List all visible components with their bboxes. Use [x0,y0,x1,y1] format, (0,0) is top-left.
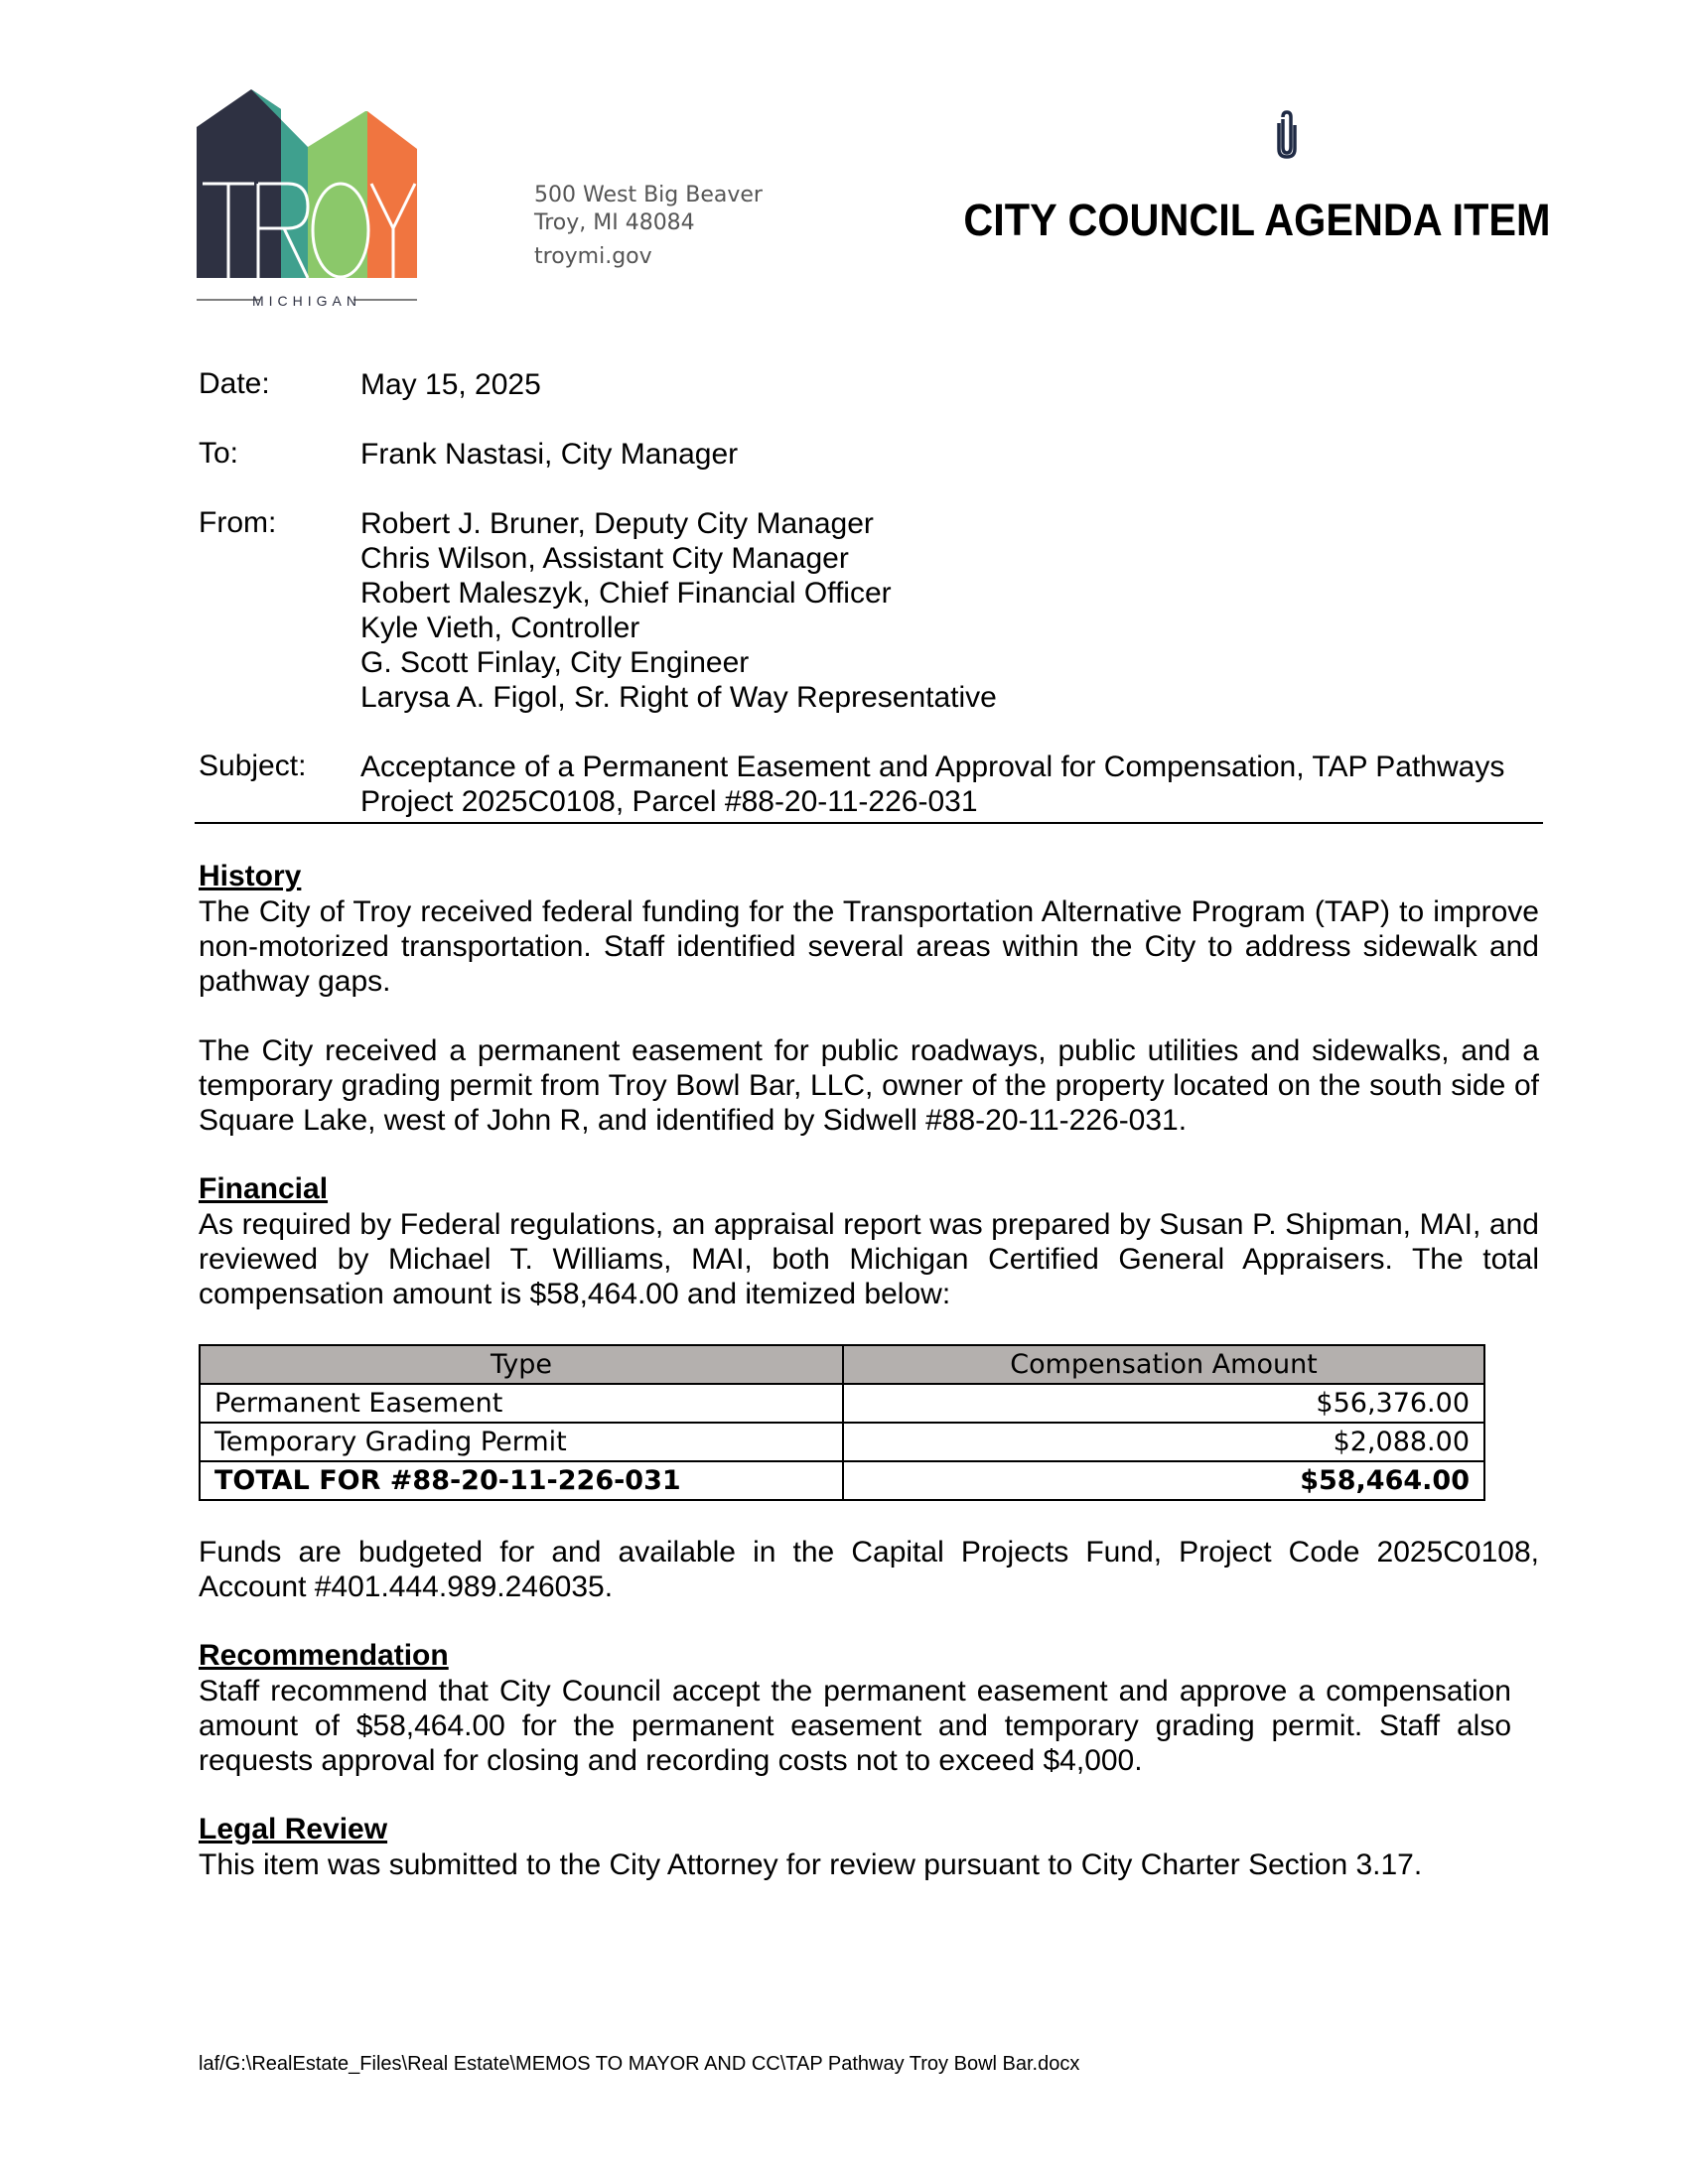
total-label: TOTAL FOR #88-20-11-226-031 [200,1461,843,1500]
file-path-footer: laf/G:\RealEstate_Files\Real Estate\MEMOS TO MAYOR AND CC\TAP Pathway Troy Bowl Bar.docx [199,2053,1080,2075]
subject-value [360,750,1504,819]
address-street: 500 West Big Beaver [534,183,763,207]
date-value: May 15, 2025 [360,368,541,401]
to-label: To: [199,437,239,470]
financial-heading: Financial [199,1172,329,1205]
header-divider [195,822,1543,824]
from-label: From: [199,506,277,539]
logo-state-text: MICHIGAN [252,293,361,306]
table-header-row [200,1345,1484,1384]
to-value: Frank Nastasi, City Manager [360,438,739,471]
financial-paragraph-2: Funds are budgeted for and available in the Capital Projects Fund, Project Code 2025C0108, Account #401.444.989.246035. [199,1536,1539,1603]
from-item: Kyle Vieth, Controller [360,612,640,644]
row-amount: $56,376.00 [843,1384,1484,1423]
from-list [360,506,997,715]
table-row [200,1423,1484,1461]
total-amount: $58,464.00 [843,1461,1484,1500]
table-total-row [200,1461,1484,1500]
address-city: Troy, MI 48084 [534,210,695,235]
from-item: Robert J. Bruner, Deputy City Manager [360,507,874,540]
from-item: Chris Wilson, Assistant City Manager [360,542,849,575]
troy-michigan-logo [197,89,512,306]
table-row [200,1384,1484,1423]
compensation-table [199,1344,1485,1501]
row-amount: $2,088.00 [843,1423,1484,1461]
subject-label: Subject: [199,750,307,782]
address-website: troymi.gov [534,244,652,269]
row-type: Temporary Grading Permit [200,1423,843,1461]
date-label: Date: [199,367,270,400]
history-paragraph-2: The City received a permanent easement for public roadways, public utilities and sidewalks, and a temporary grading permit from Troy Bowl Bar, LLC, owner of the property located on the south side of Square Lake, west of John R, and identified by Sidwell #88-20-11-226-031. [199,1034,1539,1137]
row-type: Permanent Easement [200,1384,843,1423]
from-item: G. Scott Finlay, City Engineer [360,646,750,679]
paperclip-icon [1275,109,1299,159]
legal-review-paragraph: This item was submitted to the City Attorney for review pursuant to City Charter Section 3.17. [199,1848,1423,1881]
from-item: Larysa A. Figol, Sr. Right of Way Representative [360,681,997,714]
column-header-amount: Compensation Amount [843,1345,1484,1384]
legal-review-heading: Legal Review [199,1813,388,1845]
recommendation-heading: Recommendation [199,1639,449,1672]
column-header-type: Type [200,1345,843,1384]
from-item: Robert Maleszyk, Chief Financial Officer [360,577,892,610]
recommendation-paragraph: Staff recommend that City Council accept the permanent easement and approve a compensation amount of $58,464.00 for the permanent easement and temporary grading permit. Staff also requests approval for closing and recording costs not to exceed $4,000. [199,1675,1511,1777]
history-heading: History [199,860,302,892]
financial-paragraph-1: As required by Federal regulations, an appraisal report was prepared by Susan P. Shipman, MAI, and reviewed by Michael T. Williams, MAI, both Michigan Certified General Appraisers. The total compensation amount is $58,464.00 and itemized below: [199,1208,1539,1310]
subject-line-1: Acceptance of a Permanent Easement and Approval for Compensation, TAP Pathways [360,751,1505,783]
subject-line-2: Project 2025C0108, Parcel #88-20-11-226-031 [360,785,978,818]
page-title: CITY COUNCIL AGENDA ITEM [963,195,1551,245]
history-paragraph-1: The City of Troy received federal funding for the Transportation Alternative Program (TAP) to improve non-motorized transportation. Staff identified several areas within the City to address sidewalk and pathway gaps. [199,895,1539,998]
